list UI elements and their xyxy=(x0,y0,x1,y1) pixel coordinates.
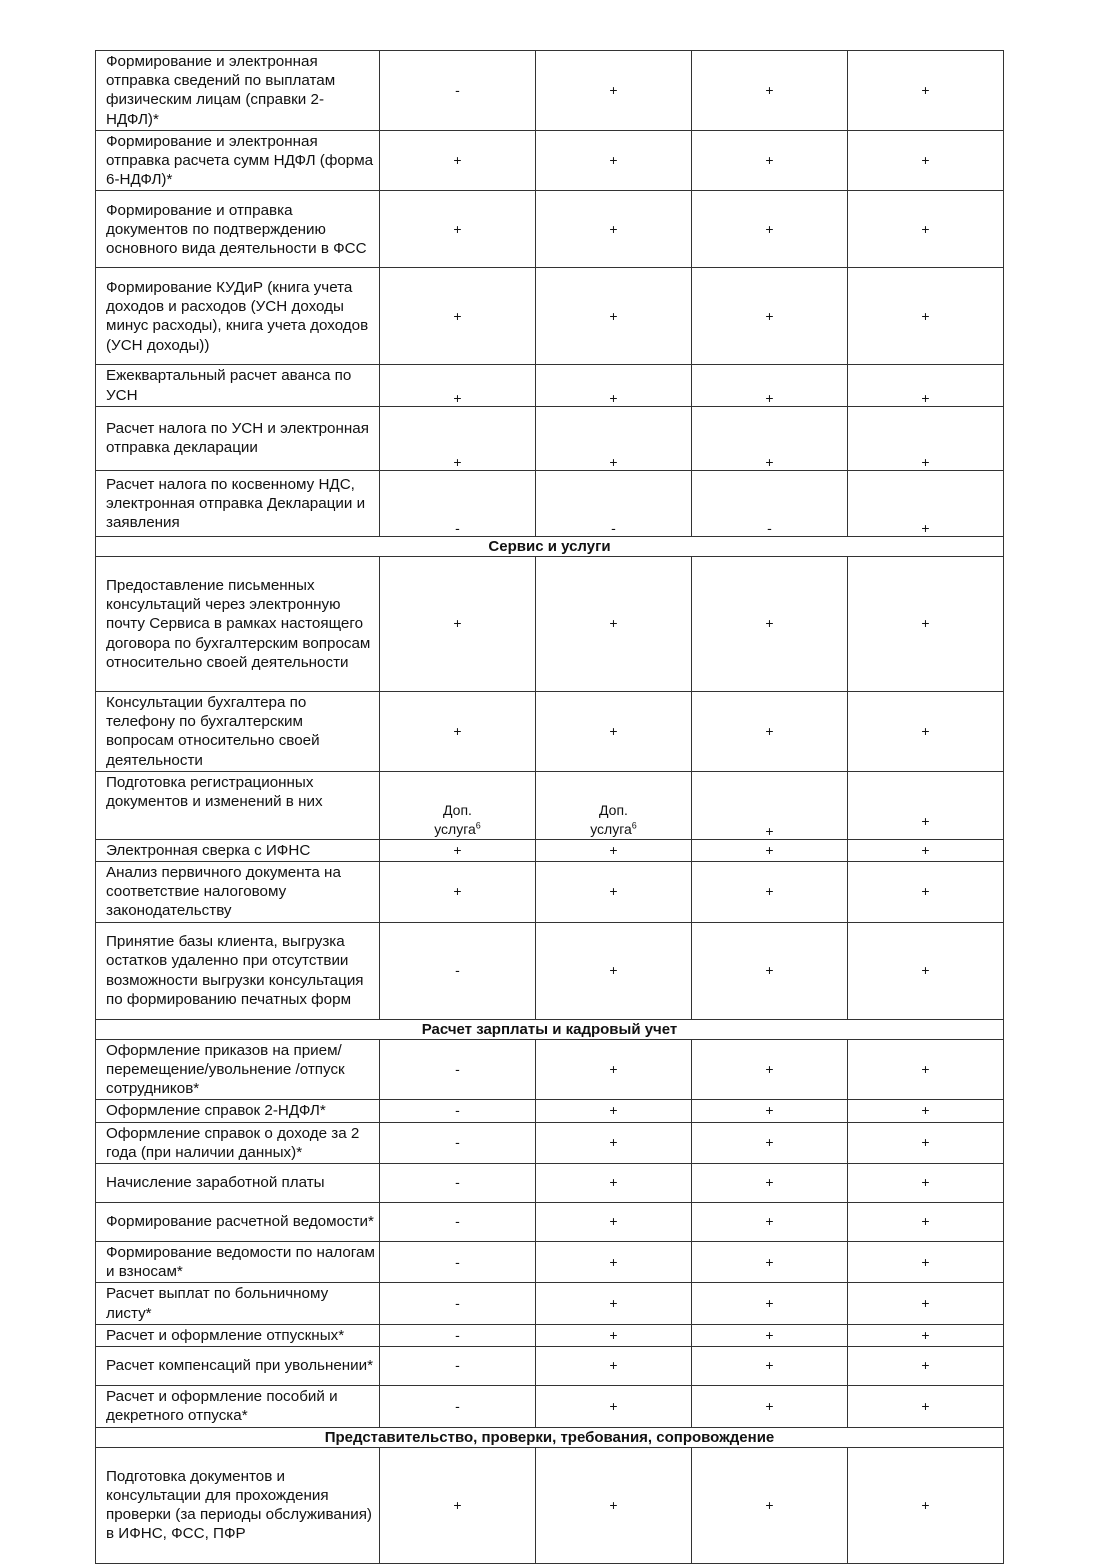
service-label: Подготовка регистрационных документов и изменений в них xyxy=(96,771,380,839)
availability-mark: + xyxy=(453,615,462,632)
plan-2-availability xyxy=(536,1203,692,1242)
plan-2-availability xyxy=(536,365,692,406)
availability-mark: - xyxy=(455,1102,460,1119)
plan-3-availability xyxy=(692,1283,848,1324)
availability-mark: + xyxy=(765,1102,774,1119)
availability-mark: + xyxy=(609,1326,618,1343)
plan-4-availability xyxy=(848,1447,1004,1563)
plan-2-availability xyxy=(536,406,692,470)
plan-2-availability xyxy=(536,1100,692,1122)
availability-mark: + xyxy=(921,1174,930,1191)
availability-mark: - xyxy=(455,962,460,979)
availability-mark: + xyxy=(453,453,462,470)
plan-4-availability xyxy=(848,406,1004,470)
plan-1-availability xyxy=(380,1122,536,1163)
plan-4-availability xyxy=(848,268,1004,365)
availability-mark: + xyxy=(921,1496,930,1513)
section-header-row xyxy=(96,1019,1004,1039)
plan-4-availability xyxy=(848,839,1004,861)
section-title: Сервис и услуги xyxy=(96,536,1004,556)
table-row xyxy=(96,1283,1004,1324)
service-label: Оформление справок о доходе за 2 года (при наличии данных)* xyxy=(96,1122,380,1163)
table-row xyxy=(96,862,1004,923)
availability-mark: + xyxy=(609,1102,618,1119)
availability-mark: + xyxy=(453,883,462,900)
availability-mark: + xyxy=(765,1061,774,1078)
plan-3-availability xyxy=(692,1164,848,1203)
plan-3-availability xyxy=(692,771,848,839)
availability-mark: + xyxy=(921,841,930,858)
plan-2-availability xyxy=(536,1283,692,1324)
plan-3-availability xyxy=(692,1203,848,1242)
plan-1-availability xyxy=(380,1283,536,1324)
plan-2-availability xyxy=(536,692,692,772)
availability-mark: + xyxy=(609,307,618,324)
availability-mark: + xyxy=(609,1174,618,1191)
availability-mark: + xyxy=(765,1253,774,1270)
section-header-row xyxy=(96,536,1004,556)
availability-mark: + xyxy=(921,1357,930,1374)
plan-3-availability xyxy=(692,1324,848,1346)
availability-mark: + xyxy=(921,152,930,169)
availability-mark: + xyxy=(609,1397,618,1414)
plan-2-availability xyxy=(536,1122,692,1163)
availability-mark: + xyxy=(765,152,774,169)
availability-mark: + xyxy=(765,722,774,739)
availability-mark: + xyxy=(609,1295,618,1312)
plan-1-availability xyxy=(380,1324,536,1346)
plan-3-availability xyxy=(692,1347,848,1386)
availability-mark: + xyxy=(765,883,774,900)
table-row xyxy=(96,692,1004,772)
availability-mark: + xyxy=(921,1326,930,1343)
availability-mark: + xyxy=(765,1397,774,1414)
plan-4-availability xyxy=(848,470,1004,536)
service-label: Электронная сверка с ИФНС xyxy=(96,839,380,861)
plan-2-availability xyxy=(536,1347,692,1386)
table-row xyxy=(96,406,1004,470)
plan-3-availability xyxy=(692,1100,848,1122)
table-row xyxy=(96,1164,1004,1203)
availability-mark: - xyxy=(455,1213,460,1230)
plan-1-availability xyxy=(380,1100,536,1122)
service-label: Начисление заработной платы xyxy=(96,1164,380,1203)
availability-mark: + xyxy=(765,1326,774,1343)
plan-1-availability xyxy=(380,130,536,191)
availability-mark: + xyxy=(609,152,618,169)
service-label: Формирование расчетной ведомости* xyxy=(96,1203,380,1242)
plan-3-availability xyxy=(692,1447,848,1563)
table-row xyxy=(96,51,1004,131)
extra-service-note: Доп. услуга$^6$ xyxy=(434,801,481,837)
plan-1-availability xyxy=(380,1386,536,1427)
service-label: Расчет и оформление пособий и декретного отпуска* xyxy=(96,1386,380,1427)
plan-3-availability xyxy=(692,51,848,131)
availability-mark: + xyxy=(765,307,774,324)
service-label: Подготовка документов и консультации для прохождения проверки (за периоды обслуживания) в ИФНС, ФСС, ПФР xyxy=(96,1447,380,1563)
availability-mark: + xyxy=(609,1134,618,1151)
availability-mark: + xyxy=(609,1253,618,1270)
service-label: Принятие базы клиента, выгрузка остатков удаленно при отсутствии возможности выгрузки консультация по формированию печатных форм xyxy=(96,922,380,1019)
availability-mark: + xyxy=(921,962,930,979)
plan-1-availability xyxy=(380,557,536,692)
section-title: Представительство, проверки, требования, сопровождение xyxy=(96,1427,1004,1447)
plan-4-availability xyxy=(848,1386,1004,1427)
table-row xyxy=(96,1122,1004,1163)
section-title: Расчет зарплаты и кадровый учет xyxy=(96,1019,1004,1039)
plan-1-availability xyxy=(380,268,536,365)
plan-2-availability xyxy=(536,1242,692,1283)
availability-mark: + xyxy=(921,1253,930,1270)
availability-mark: + xyxy=(765,822,774,839)
plan-3-availability xyxy=(692,862,848,923)
plan-3-availability xyxy=(692,130,848,191)
plan-4-availability xyxy=(848,365,1004,406)
availability-mark: + xyxy=(921,307,930,324)
plan-3-availability xyxy=(692,470,848,536)
plan-1-availability xyxy=(380,1203,536,1242)
availability-mark: + xyxy=(921,722,930,739)
extra-service-note: Доп. услуга$^6$ xyxy=(590,801,637,837)
availability-mark: + xyxy=(921,1295,930,1312)
availability-mark: + xyxy=(609,1496,618,1513)
table-row xyxy=(96,1203,1004,1242)
availability-mark: + xyxy=(453,220,462,237)
availability-mark: + xyxy=(453,307,462,324)
availability-mark: - xyxy=(455,1134,460,1151)
availability-mark: - xyxy=(455,519,460,536)
availability-mark: + xyxy=(609,722,618,739)
plan-4-availability xyxy=(848,1100,1004,1122)
services-table-body xyxy=(96,51,1004,1564)
availability-mark: + xyxy=(609,1061,618,1078)
plan-1-availability xyxy=(380,862,536,923)
service-label: Оформление приказов на прием/перемещение/увольнение /отпуск сотрудников* xyxy=(96,1039,380,1100)
plan-2-availability xyxy=(536,557,692,692)
availability-mark: + xyxy=(765,1357,774,1374)
availability-mark: + xyxy=(921,1134,930,1151)
plan-1-availability xyxy=(380,1347,536,1386)
plan-4-availability xyxy=(848,557,1004,692)
plan-2-availability xyxy=(536,1164,692,1203)
availability-mark: - xyxy=(455,1357,460,1374)
plan-3-availability xyxy=(692,365,848,406)
plan-2-availability xyxy=(536,1039,692,1100)
availability-mark: + xyxy=(765,1496,774,1513)
table-row xyxy=(96,839,1004,861)
availability-mark: - xyxy=(455,1061,460,1078)
service-label: Формирование и электронная отправка сведений по выплатам физическим лицам (справки 2-НДФЛ)* xyxy=(96,51,380,131)
availability-mark: - xyxy=(611,519,616,536)
availability-mark: + xyxy=(921,812,930,829)
availability-mark: + xyxy=(609,389,618,406)
plan-1-availability xyxy=(380,839,536,861)
availability-mark: + xyxy=(921,453,930,470)
plan-1-availability xyxy=(380,365,536,406)
service-label: Оформление справок 2-НДФЛ* xyxy=(96,1100,380,1122)
plan-2-availability xyxy=(536,839,692,861)
plan-3-availability xyxy=(692,191,848,268)
availability-mark: - xyxy=(455,1397,460,1414)
availability-mark: + xyxy=(765,81,774,98)
availability-mark: + xyxy=(609,615,618,632)
plan-1-availability xyxy=(380,692,536,772)
plan-2-availability xyxy=(536,862,692,923)
availability-mark: + xyxy=(921,1102,930,1119)
plan-4-availability xyxy=(848,862,1004,923)
section-header-row xyxy=(96,1427,1004,1447)
plan-4-availability xyxy=(848,191,1004,268)
availability-mark: + xyxy=(453,1496,462,1513)
availability-mark: - xyxy=(455,1295,460,1312)
plan-1-availability xyxy=(380,771,536,839)
availability-mark: + xyxy=(765,615,774,632)
footnote-marker: 6 xyxy=(475,819,481,830)
availability-mark: + xyxy=(765,1295,774,1312)
plan-1-availability xyxy=(380,51,536,131)
plan-2-availability xyxy=(536,1447,692,1563)
service-label: Анализ первичного документа на соответствие налоговому законодательству xyxy=(96,862,380,923)
plan-3-availability xyxy=(692,406,848,470)
plan-4-availability xyxy=(848,130,1004,191)
plan-4-availability xyxy=(848,1203,1004,1242)
availability-mark: - xyxy=(455,1326,460,1343)
service-label: Формирование и электронная отправка расчета сумм НДФЛ (форма 6-НДФЛ)* xyxy=(96,130,380,191)
service-label: Предоставление письменных консультаций через электронную почту Сервиса в рамках настоящего договора по бухгалтерским вопросам относительно своей деятельности xyxy=(96,557,380,692)
plan-4-availability xyxy=(848,1164,1004,1203)
availability-mark: + xyxy=(921,1397,930,1414)
availability-mark: - xyxy=(455,81,460,98)
service-label: Расчет выплат по больничному листу* xyxy=(96,1283,380,1324)
plan-2-availability xyxy=(536,922,692,1019)
availability-mark: + xyxy=(765,841,774,858)
table-row xyxy=(96,1039,1004,1100)
plan-2-availability xyxy=(536,51,692,131)
table-row xyxy=(96,1100,1004,1122)
table-row xyxy=(96,191,1004,268)
availability-mark: + xyxy=(765,1174,774,1191)
availability-mark: + xyxy=(921,389,930,406)
availability-mark: + xyxy=(921,220,930,237)
service-label: Консультации бухгалтера по телефону по бухгалтерским вопросам относительно своей деятельности xyxy=(96,692,380,772)
availability-mark: + xyxy=(609,883,618,900)
plan-4-availability xyxy=(848,1283,1004,1324)
plan-3-availability xyxy=(692,839,848,861)
availability-mark: + xyxy=(921,615,930,632)
service-label: Расчет компенсаций при увольнении* xyxy=(96,1347,380,1386)
plan-2-availability xyxy=(536,268,692,365)
services-table xyxy=(95,50,1004,1564)
availability-mark: + xyxy=(609,841,618,858)
table-row xyxy=(96,365,1004,406)
table-row xyxy=(96,771,1004,839)
availability-mark: + xyxy=(609,1357,618,1374)
service-label: Расчет налога по косвенному НДС, электронная отправка Декларации и заявления xyxy=(96,470,380,536)
plan-1-availability xyxy=(380,191,536,268)
service-label: Формирование ведомости по налогам и взносам* xyxy=(96,1242,380,1283)
service-label: Расчет налога по УСН и электронная отправка декларации xyxy=(96,406,380,470)
plan-2-availability xyxy=(536,470,692,536)
plan-1-availability xyxy=(380,1242,536,1283)
availability-mark: + xyxy=(765,1134,774,1151)
availability-mark: + xyxy=(921,883,930,900)
plan-2-availability xyxy=(536,1324,692,1346)
table-row xyxy=(96,470,1004,536)
service-label: Ежеквартальный расчет аванса по УСН xyxy=(96,365,380,406)
plan-3-availability xyxy=(692,922,848,1019)
table-row xyxy=(96,1347,1004,1386)
availability-mark: + xyxy=(921,1213,930,1230)
availability-mark: + xyxy=(921,1061,930,1078)
plan-4-availability xyxy=(848,1347,1004,1386)
service-label: Формирование и отправка документов по подтверждению основного вида деятельности в ФСС xyxy=(96,191,380,268)
plan-4-availability xyxy=(848,922,1004,1019)
plan-3-availability xyxy=(692,268,848,365)
availability-mark: - xyxy=(455,1174,460,1191)
plan-2-availability xyxy=(536,191,692,268)
plan-4-availability xyxy=(848,1122,1004,1163)
plan-4-availability xyxy=(848,51,1004,131)
table-row xyxy=(96,130,1004,191)
table-row xyxy=(96,1447,1004,1563)
plan-3-availability xyxy=(692,1039,848,1100)
plan-1-availability xyxy=(380,1164,536,1203)
availability-mark: + xyxy=(609,220,618,237)
availability-mark: - xyxy=(455,1253,460,1270)
availability-mark: + xyxy=(453,722,462,739)
plan-4-availability xyxy=(848,1324,1004,1346)
plan-1-availability xyxy=(380,1039,536,1100)
service-label: Формирование КУДиР (книга учета доходов и расходов (УСН доходы минус расходы), книга учета доходов (УСН доходы)) xyxy=(96,268,380,365)
table-row xyxy=(96,1324,1004,1346)
availability-mark: + xyxy=(765,220,774,237)
plan-1-availability xyxy=(380,1447,536,1563)
availability-mark: + xyxy=(765,453,774,470)
plan-3-availability xyxy=(692,557,848,692)
plan-2-availability xyxy=(536,771,692,839)
availability-mark: + xyxy=(609,1213,618,1230)
availability-mark: + xyxy=(609,453,618,470)
service-label: Расчет и оформление отпускных* xyxy=(96,1324,380,1346)
plan-3-availability xyxy=(692,1386,848,1427)
plan-2-availability xyxy=(536,130,692,191)
availability-mark: + xyxy=(921,81,930,98)
plan-2-availability xyxy=(536,1386,692,1427)
table-row xyxy=(96,557,1004,692)
table-row xyxy=(96,268,1004,365)
plan-3-availability xyxy=(692,692,848,772)
availability-mark: + xyxy=(921,519,930,536)
plan-3-availability xyxy=(692,1122,848,1163)
plan-1-availability xyxy=(380,406,536,470)
availability-mark: + xyxy=(609,81,618,98)
availability-mark: - xyxy=(767,519,772,536)
availability-mark: + xyxy=(453,841,462,858)
availability-mark: + xyxy=(765,1213,774,1230)
footnote-marker: 6 xyxy=(631,819,637,830)
plan-1-availability xyxy=(380,470,536,536)
availability-mark: + xyxy=(765,389,774,406)
table-row xyxy=(96,1242,1004,1283)
availability-mark: + xyxy=(453,389,462,406)
availability-mark: + xyxy=(765,962,774,979)
plan-3-availability xyxy=(692,1242,848,1283)
plan-4-availability xyxy=(848,692,1004,772)
table-row xyxy=(96,1386,1004,1427)
plan-1-availability xyxy=(380,922,536,1019)
plan-4-availability xyxy=(848,1039,1004,1100)
plan-4-availability xyxy=(848,1242,1004,1283)
plan-4-availability xyxy=(848,771,1004,839)
availability-mark: + xyxy=(609,962,618,979)
table-row xyxy=(96,922,1004,1019)
availability-mark: + xyxy=(453,152,462,169)
